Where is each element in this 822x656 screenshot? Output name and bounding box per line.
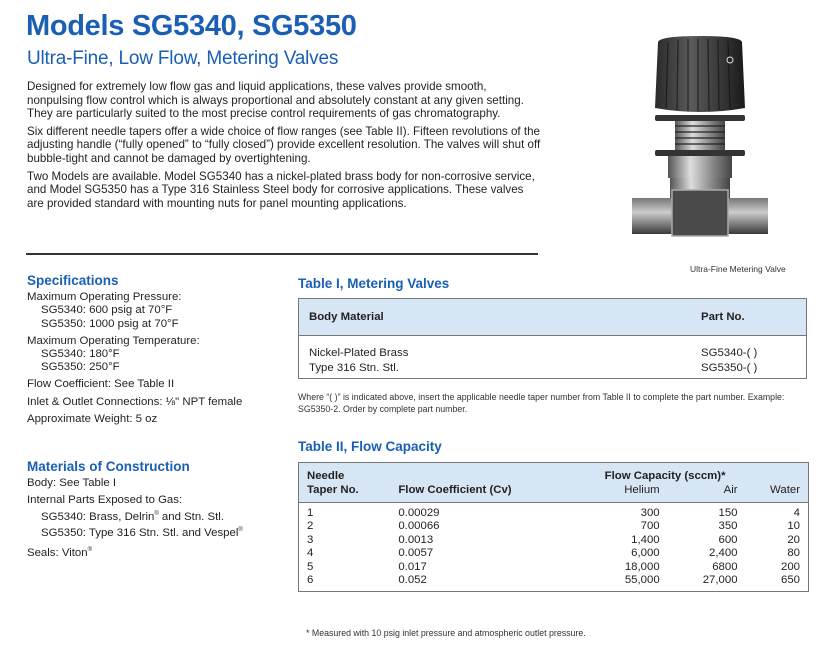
column-header: Body Material [299, 299, 692, 336]
part-number-cell: SG5350-( ) [701, 362, 758, 374]
intro-text [27, 80, 542, 214]
spec-pressure-sg5340: SG5340: 600 psig at 70°F [41, 304, 173, 317]
taper-cell: 4 [307, 547, 314, 560]
helium-cell: 1,400 [631, 533, 660, 546]
water-cell: 4 [793, 507, 800, 519]
specifications-section [27, 274, 277, 430]
water-cell: 650 [780, 574, 800, 587]
air-cell: 6800 [712, 560, 738, 573]
air-cell: 600 [718, 533, 738, 546]
valve-icon [620, 30, 780, 245]
metering-valve-image [620, 30, 780, 245]
section-divider [26, 253, 538, 255]
material-seals [27, 544, 287, 560]
intro-paragraph: Two Models are available. Model SG5340 has a nickel-plated brass body for non-corrosive service, and Model SG5350 has a Type 316 Stainless Steel body for corrosive applications. These valves are provided standard with mounting nuts for panel mounting applications. [27, 169, 535, 210]
photo-caption: Ultra-Fine Metering Valve [690, 264, 786, 274]
water-cell: 20 [787, 533, 800, 546]
material-internal-sg5350 [27, 524, 287, 540]
taper-cell: 3 [307, 533, 314, 546]
cv-cell: 0.0057 [398, 547, 434, 560]
column-header: Water [746, 483, 809, 503]
cv-cell: 0.0013 [398, 533, 434, 546]
spec-temperature-label: Maximum Operating Temperature: [27, 334, 200, 347]
table-row [299, 534, 809, 547]
column-header: Needle [307, 470, 345, 482]
specifications-heading: Specifications [27, 273, 119, 288]
helium-cell: 6,000 [631, 547, 660, 560]
cv-cell: 0.052 [398, 574, 427, 587]
water-cell: 80 [787, 547, 800, 560]
table1-title: Table I, Metering Valves [298, 276, 450, 291]
helium-cell: 700 [640, 520, 660, 533]
intro-paragraph: Designed for extremely low flow gas and liquid applications, these valves provide smooth, nonpulsing flow control which is always proportional and absolutely constant at any given setting. They are particularly suited to the most precise control requirements of gas chromatography. [27, 80, 524, 121]
helium-cell: 55,000 [624, 574, 660, 587]
intro-paragraph: Six different needle tapers offer a wide choice of flow ranges (see Table II). Fifteen revolutions of the adjusting handle (“fully opened” to “fully closed”) provide excellent resolution. The valves will shut off bubble-tight and cannot be damaged by overtightening. [27, 124, 541, 165]
cv-cell: 0.00029 [398, 507, 440, 519]
table2-footnote: * Measured with 10 psig inlet pressure and atmospheric outlet pressure. [306, 628, 586, 638]
table-row [299, 520, 809, 533]
metering-valves-table [298, 298, 807, 379]
body-material-cell: Nickel-Plated Brass [309, 347, 409, 359]
registered-mark: ® [238, 526, 243, 533]
column-header: Flow Capacity (sccm)* [604, 470, 726, 482]
column-header: Taper No. [299, 483, 391, 503]
materials-section [27, 460, 287, 564]
spec-temperature-sg5340: SG5340: 180°F [41, 348, 120, 361]
spec-weight: Approximate Weight: 5 oz [27, 412, 158, 425]
body-material-cell: Type 316 Stn. Stl. [309, 362, 399, 374]
column-header [746, 463, 809, 484]
table-row [299, 574, 809, 592]
water-cell: 10 [787, 520, 800, 533]
registered-mark: ® [87, 546, 93, 553]
table-row [299, 547, 809, 560]
material-internal-sg5340 [27, 508, 287, 524]
material-text: and Stn. Stl. [158, 510, 224, 523]
material-internal-label: Internal Parts Exposed to Gas: [27, 494, 183, 507]
taper-cell: 6 [307, 574, 314, 587]
water-cell: 200 [780, 560, 800, 573]
column-header: Part No. [691, 299, 807, 336]
table2-title: Table II, Flow Capacity [298, 439, 442, 454]
material-text: Seals: Viton [27, 546, 88, 559]
part-number-cell: SG5340-( ) [701, 347, 758, 359]
column-header: Helium [550, 483, 668, 503]
materials-heading: Materials of Construction [27, 459, 190, 474]
spec-pressure-sg5350: SG5350: 1000 psig at 70°F [41, 317, 179, 330]
helium-cell: 18,000 [624, 560, 660, 573]
spec-connections: Inlet & Outlet Connections: ⅛" NPT female [27, 395, 243, 408]
air-cell: 150 [718, 507, 738, 519]
helium-cell: 300 [640, 507, 660, 519]
material-body: Body: See Table I [27, 477, 117, 490]
material-text: SG5340: Brass, Delrin [41, 510, 155, 523]
taper-cell: 5 [307, 560, 314, 573]
air-cell: 2,400 [709, 547, 738, 560]
table-header-row [299, 483, 809, 503]
air-cell: 27,000 [702, 574, 738, 587]
material-text: SG5350: Type 316 Stn. Stl. and Vespel [41, 526, 239, 539]
table-header-row [299, 463, 809, 484]
cv-cell: 0.00066 [398, 520, 440, 533]
air-cell: 350 [718, 520, 738, 533]
table-row [299, 361, 807, 379]
table-row [299, 503, 809, 521]
table-header-row [299, 299, 807, 336]
column-header: Flow Coefficient (Cv) [390, 483, 550, 503]
page-subtitle: Ultra-Fine, Low Flow, Metering Valves [27, 48, 339, 69]
table-row [299, 561, 809, 574]
column-header [390, 463, 550, 484]
table1-note: Where “( )” is indicated above, insert the applicable needle taper number from Table II to complete the part number. Example: SG5350-2. Order by complete part number. [298, 392, 785, 414]
spec-temperature-sg5350: SG5350: 250°F [41, 361, 120, 374]
table-row [299, 336, 807, 362]
flow-capacity-table [298, 462, 809, 592]
cv-cell: 0.017 [398, 560, 427, 573]
column-header: Air [668, 483, 746, 503]
taper-cell: 1 [307, 507, 314, 519]
spec-flow-coefficient: Flow Coefficient: See Table II [27, 378, 175, 391]
registered-mark: ® [154, 510, 159, 517]
spec-pressure-label: Maximum Operating Pressure: [27, 291, 182, 304]
taper-cell: 2 [307, 520, 314, 533]
page-title: Models SG5340, SG5350 [26, 10, 357, 42]
